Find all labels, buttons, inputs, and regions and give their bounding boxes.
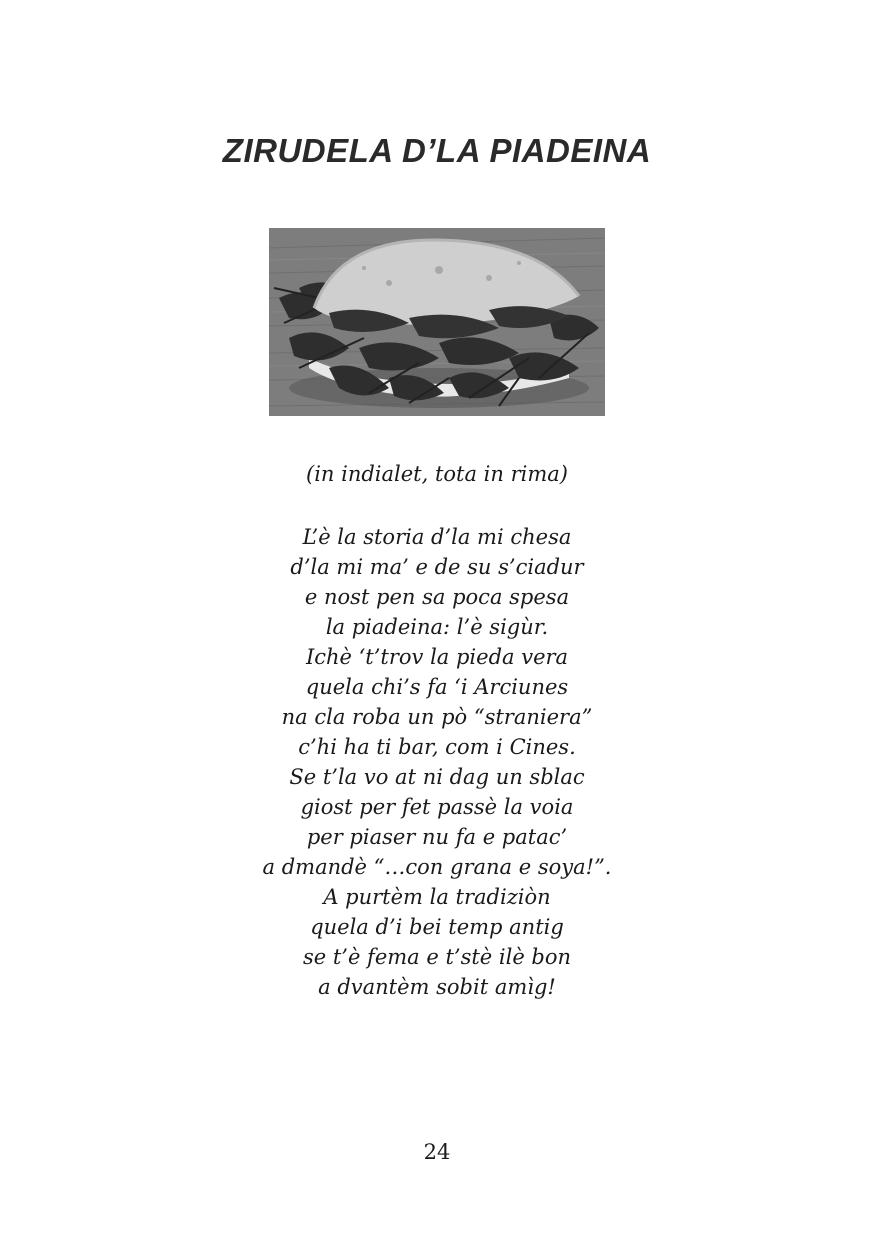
poem-subtitle: (in indialet, tota in rima) xyxy=(306,462,568,486)
poem-line: d’la mi ma’ e de su s’ciadur xyxy=(290,555,584,579)
poem-text xyxy=(0,522,874,1002)
poem-line: giost per fet passè la voia xyxy=(300,795,574,819)
poem-line: quela d’i bei temp antig xyxy=(310,915,564,939)
poem-line: na cla roba un pò “straniera” xyxy=(281,705,593,729)
poem-line: e nost pen sa poca spesa xyxy=(304,585,570,609)
poem-line: L’è la storia d’la mi chesa xyxy=(302,525,572,549)
poem-line: a dvantèm sobit amìg! xyxy=(318,975,556,999)
poem-line: a dmandè “…con grana e soya!”. xyxy=(262,855,612,879)
poem-line: quela chi’s fa ‘i Arciunes xyxy=(305,675,569,699)
piadina-photo xyxy=(269,228,605,416)
poem-line: A purtèm la tradiziòn xyxy=(323,885,551,909)
poem-line: Ichè ‘t’trov la pieda vera xyxy=(305,645,569,669)
piadina-photo-image xyxy=(269,228,605,416)
poem-line: Se t’la vo at ni dag un sblac xyxy=(289,765,585,789)
page-number: 24 xyxy=(423,1140,451,1164)
poem-line: per piaser nu fa e patac’ xyxy=(306,825,568,849)
page-title: ZIRUDELA D’LA PIADEINA xyxy=(222,132,652,169)
poem-line: la piadeina: l’è sigùr. xyxy=(325,615,549,639)
poem-line: se t’è fema e t’stè ilè bon xyxy=(302,945,572,969)
poem-line: c’hi ha ti bar, com i Cines. xyxy=(298,735,576,759)
